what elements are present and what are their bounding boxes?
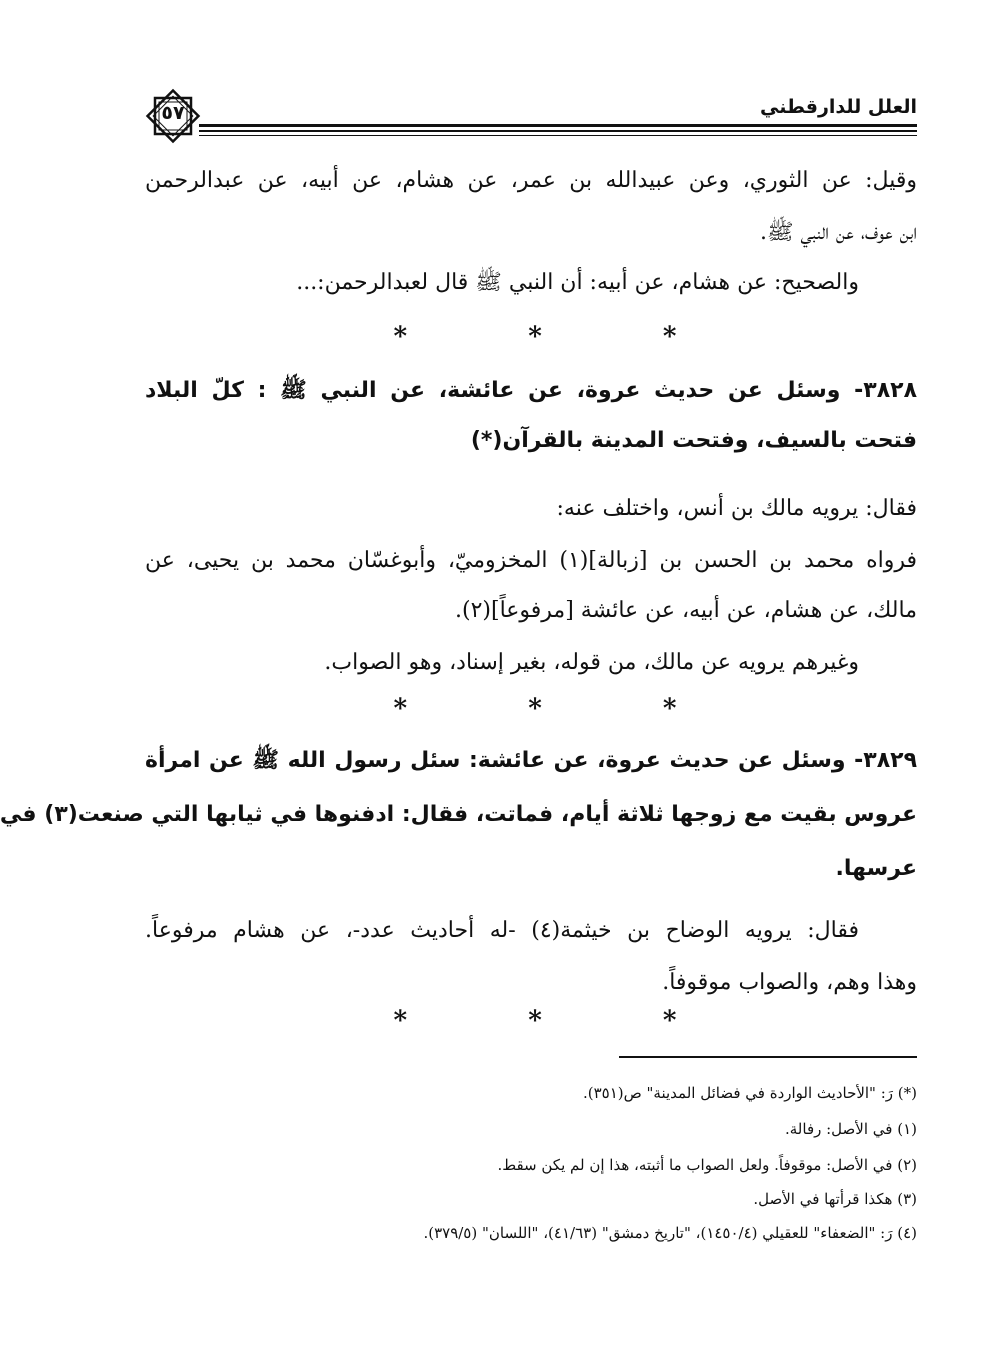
footnote: (١) في الأصل: رفالة. bbox=[785, 1120, 917, 1138]
text-line: وغيرهم يرويه عن مالك، من قوله، بغير إسناد، وهو الصواب. bbox=[324, 650, 859, 675]
text-line: فقال: يرويه مالك بن أنس، واختلف عنه: bbox=[556, 496, 917, 521]
header-rule bbox=[199, 130, 917, 132]
footnote: (٤) رَ: "الضعفاء" للعقيلي (١٤٥٠/٤)، "تاريخ دمشق" (٤١/٦٣)، "اللسان" (٣٧٩/٥). bbox=[423, 1224, 917, 1242]
page-number-badge bbox=[143, 86, 203, 146]
hadith-heading: ٣٨٢٩- وسئل عن حديث عروة، عن عائشة: سئل رسول الله ﷺ عن امرأة bbox=[145, 748, 917, 773]
footnote-rule bbox=[619, 1056, 917, 1058]
text-line: فقال: يرويه الوضاح بن خيثمة(٤) -له أحاديث عدد-، عن هشام مرفوعاً. bbox=[145, 918, 859, 943]
header-rule bbox=[199, 135, 917, 136]
section-separator: * * * bbox=[393, 1006, 733, 1036]
footnote: (٢) في الأصل: موقوفاً. ولعل الصواب ما أثبته، هذا إن لم يكن سقط. bbox=[497, 1156, 917, 1174]
page-number: ٥٧ bbox=[161, 102, 185, 124]
hadith-heading: عرسها. bbox=[835, 856, 917, 881]
text-line: وقيل: عن الثوري، وعن عبيدالله بن عمر، عن هشام، عن أبيه، عن عبدالرحمن bbox=[145, 168, 917, 193]
hadith-heading: فتحت بالسيف، وفتحت المدينة بالقرآن(*) bbox=[470, 428, 917, 453]
footnote: (*) رَ: "الأحاديث الواردة في فضائل المدينة" ص(٣٥١). bbox=[582, 1084, 917, 1102]
text-line: ابن عوف، عن النبي ﷺ. bbox=[759, 220, 917, 245]
text-line: والصحيح: عن هشام، عن أبيه: أن النبي ﷺ قال لعبدالرحمن:... bbox=[296, 270, 859, 295]
footnote: (٣) هكذا قرأتها في الأصل. bbox=[753, 1190, 917, 1208]
running-title: العلل للدارقطني bbox=[760, 96, 917, 118]
text-line: وهذا وهم، والصواب موقوفاً. bbox=[662, 970, 917, 995]
hadith-heading: عروس بقيت مع زوجها ثلاثة أيام، فماتت، فقال: ادفنوها في ثيابها التي صنعت(٣) في bbox=[0, 802, 917, 827]
hadith-heading: ٣٨٢٨- وسئل عن حديث عروة، عن عائشة، عن النبي ﷺ : كلّ البلاد bbox=[145, 378, 917, 403]
text-line: مالك، عن هشام، عن أبيه، عن عائشة [مرفوعاً](٢). bbox=[455, 598, 917, 623]
section-separator: * * * bbox=[393, 694, 733, 724]
header-rule bbox=[199, 124, 917, 127]
page-header bbox=[143, 86, 917, 146]
text-line: فرواه محمد بن الحسن بن [زبالة](١) المخزوميّ، وأبوغسّان محمد بن يحيى، عن bbox=[145, 548, 917, 573]
section-separator: * * * bbox=[393, 322, 733, 352]
